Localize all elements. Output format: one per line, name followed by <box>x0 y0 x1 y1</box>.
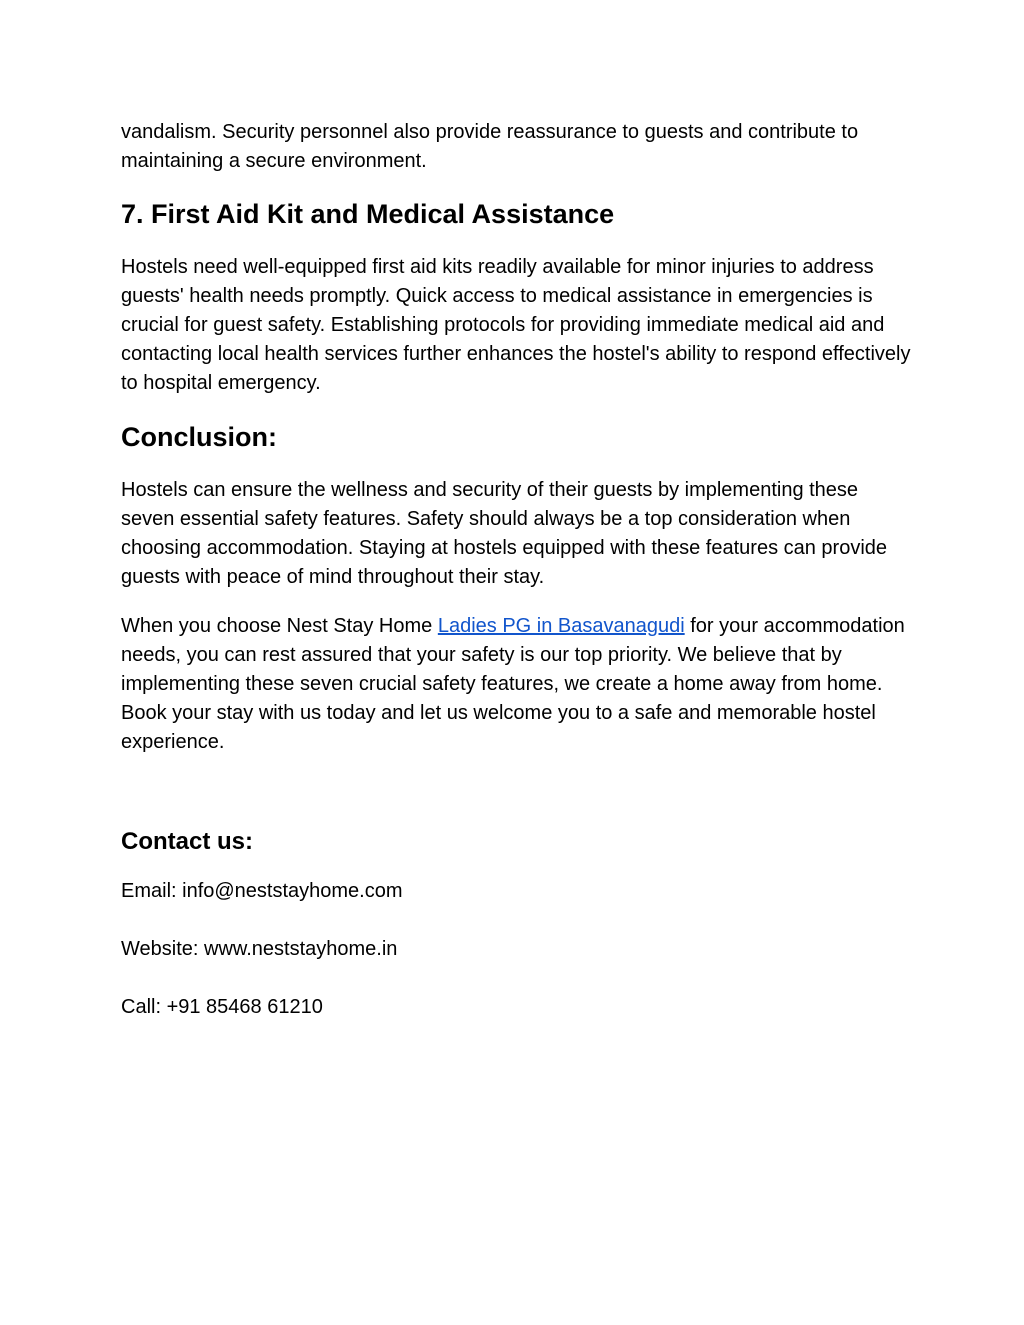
booking-paragraph <box>121 612 911 757</box>
ladies-pg-link[interactable]: Ladies PG in Basavanagudi <box>437 615 685 637</box>
document-page <box>121 118 911 1051</box>
contact-website: Website: www.neststayhome.in <box>121 938 398 960</box>
contact-heading: Contact us: <box>121 828 253 855</box>
contact-phone: Call: +91 85468 61210 <box>121 996 323 1018</box>
conclusion-paragraph: Hostels can ensure the wellness and security of their guests by implementing these seven essential safety features. Safety should always be a top consideration when choosing accommodation. Staying at hostels equipped with these features can provide guests with peace of mind throughout their stay. <box>121 479 888 588</box>
booking-text-after-link: for your accommodation needs, you can rest assured that your safety is our top priority. We believe that by implementing these seven crucial safety features, we create a home away from home. Book your stay with us today and let us welcome you to a safe and memorable hostel experience. <box>121 615 905 753</box>
first-aid-paragraph: Hostels need well-equipped first aid kits readily available for minor injuries to address guests' health needs promptly. Quick access to medical assistance in emergencies is crucial for guest safety. Establishing protocols for providing immediate medical aid and contacting local health services further enhances the hostel's ability to respond effectively to hospital emergency. <box>121 256 911 394</box>
first-aid-heading: 7. First Aid Kit and Medical Assistance <box>121 199 615 229</box>
booking-text-before-link: When you choose Nest Stay Home <box>121 615 438 637</box>
contact-email: Email: info@neststayhome.com <box>121 880 403 902</box>
conclusion-heading: Conclusion: <box>121 422 277 452</box>
intro-paragraph: vandalism. Security personnel also provide reassurance to guests and contribute to maintaining a secure environment. <box>121 121 859 172</box>
